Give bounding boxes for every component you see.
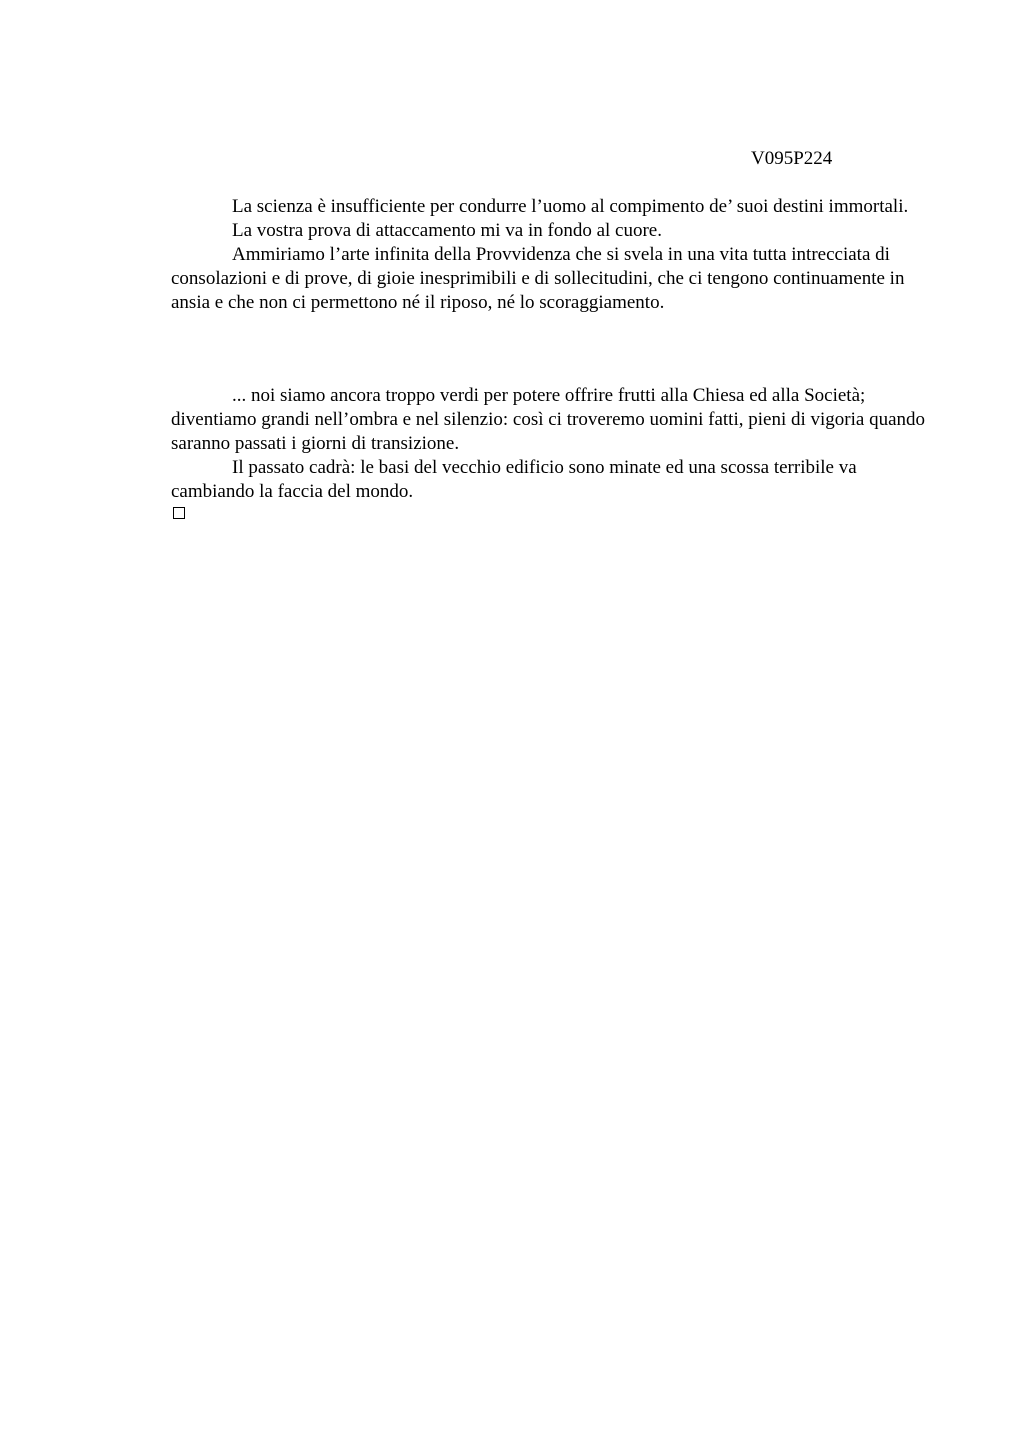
document-id: V095P224 (751, 148, 833, 169)
text-section-1 (171, 195, 929, 315)
paragraph: La scienza è insufficiente per condurre l’uomo al compimento de’ suoi destini immortali. (232, 196, 909, 217)
paragraph: Ammiriamo l’arte infinita della Provvidenza che si svela in una vita tutta intrecciata di consolazioni e di prove, di gioie inesprimibili e di sollecitudini, che ci tengono continuamente in ansia e che non ci permettono né il riposo, né lo scoraggiamento. (171, 244, 905, 313)
text-section-2 (171, 384, 929, 504)
paragraph: La vostra prova di attaccamento mi va in fondo al cuore. (232, 220, 662, 241)
empty-square-icon (173, 507, 185, 519)
paragraph: Il passato cadrà: le basi del vecchio edificio sono minate ed una scossa terribile va cambiando la faccia del mondo. (171, 457, 857, 502)
paragraph: ... noi siamo ancora troppo verdi per potere offrire frutti alla Chiesa ed alla Società; diventiamo grandi nell’ombra e nel silenzio: così ci troveremo uomini fatti, pieni di vigoria quando saranno passati i giorni di transizione. (171, 385, 925, 454)
